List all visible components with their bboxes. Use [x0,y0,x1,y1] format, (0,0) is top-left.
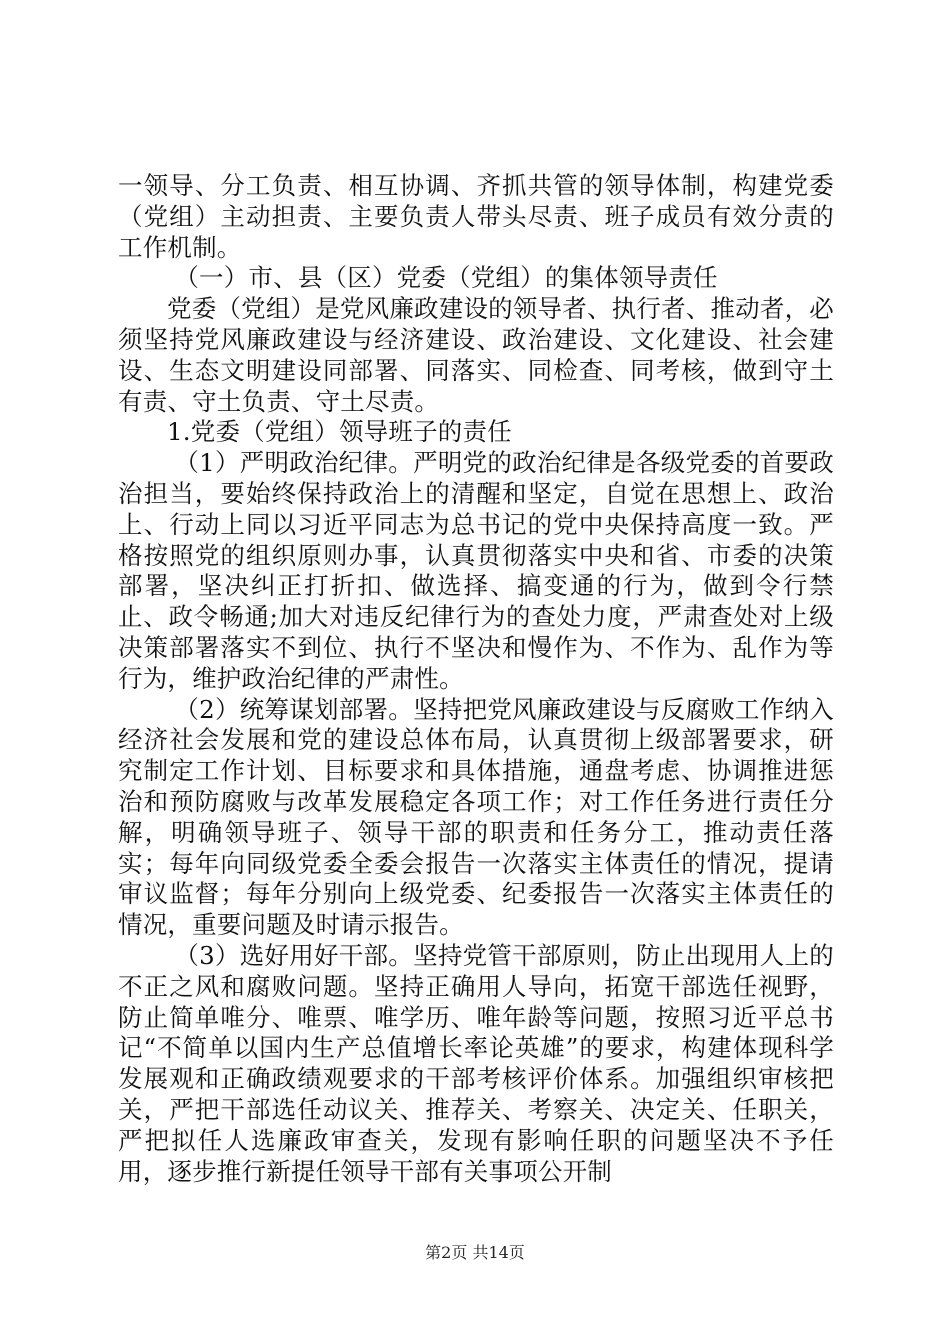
paragraph-continuation: 一领导、分工负责、相互协调、齐抓共管的领导体制，构建党委（党组）主动担责、主要负责人带头尽责、班子成员有效分责的工作机制。 [118,171,834,262]
paragraph: 党委（党组）是党风廉政建设的领导者、执行者、推动者，必须坚持党风廉政建设与经济建设、政治建设、文化建设、社会建设、生态文明建设同部署、同落实、同检查、同考核，做到守土有责、守土负责、守土尽责。 [118,294,834,416]
page-indicator: 第2页 共14页 [425,1243,525,1262]
paragraph-item-2: （2）统筹谋划部署。坚持把党风廉政建设与反腐败工作纳入经济社会发展和党的建设总体布局，认真贯彻上级部署要求，研究制定工作计划、目标要求和具体措施，通盘考虑、协调推进惩治和预防腐败与改革发展稳定各项工作；对工作任务进行责任分解，明确领导班子、领导干部的职责和任务分工，推动责任落实；每年向同级党委全委会报告一次落实主体责任的情况，提请审议监督；每年分别向上级党委、纪委报告一次落实主体责任的情况，重要问题及时请示报告。 [118,694,834,940]
subsection-heading: 1.党委（党组）领导班子的责任 [167,417,512,447]
document-body [118,171,834,1187]
page-footer [0,1243,950,1263]
section-heading: （一）市、县（区）党委（党组）的集体领导责任 [174,263,718,293]
paragraph-item-3: （3）选好用好干部。坚持党管干部原则，防止出现用人上的不正之风和腐败问题。坚持正确用人导向，拓宽干部选任视野，防止简单唯分、唯票、唯学历、唯年龄等问题，按照习近平总书记“不简单以国内生产总值增长率论英雄”的要求，构建体现科学发展观和正确政绩观要求的干部考核评价体系。加强组织审核把关，严把干部选任动议关、推荐关、考察关、决定关、任职关，严把拟任人选廉政审查关，发现有影响任职的问题坚决不予任用，逐步推行新提任领导干部有关事项公开制 [118,940,834,1186]
paragraph-item-1: （1）严明政治纪律。严明党的政治纪律是各级党委的首要政治担当，要始终保持政治上的清醒和坚定，自觉在思想上、政治上、行动上同以习近平同志为总书记的党中央保持高度一致。严格按照党的组织原则办事，认真贯彻落实中央和省、市委的决策部署，坚决纠正打折扣、做选择、搞变通的行为，做到令行禁止、政令畅通;加大对违反纪律行为的查处力度，严肃查处对上级决策部署落实不到位、执行不坚决和慢作为、不作为、乱作为等行为，维护政治纪律的严肃性。 [118,448,834,693]
